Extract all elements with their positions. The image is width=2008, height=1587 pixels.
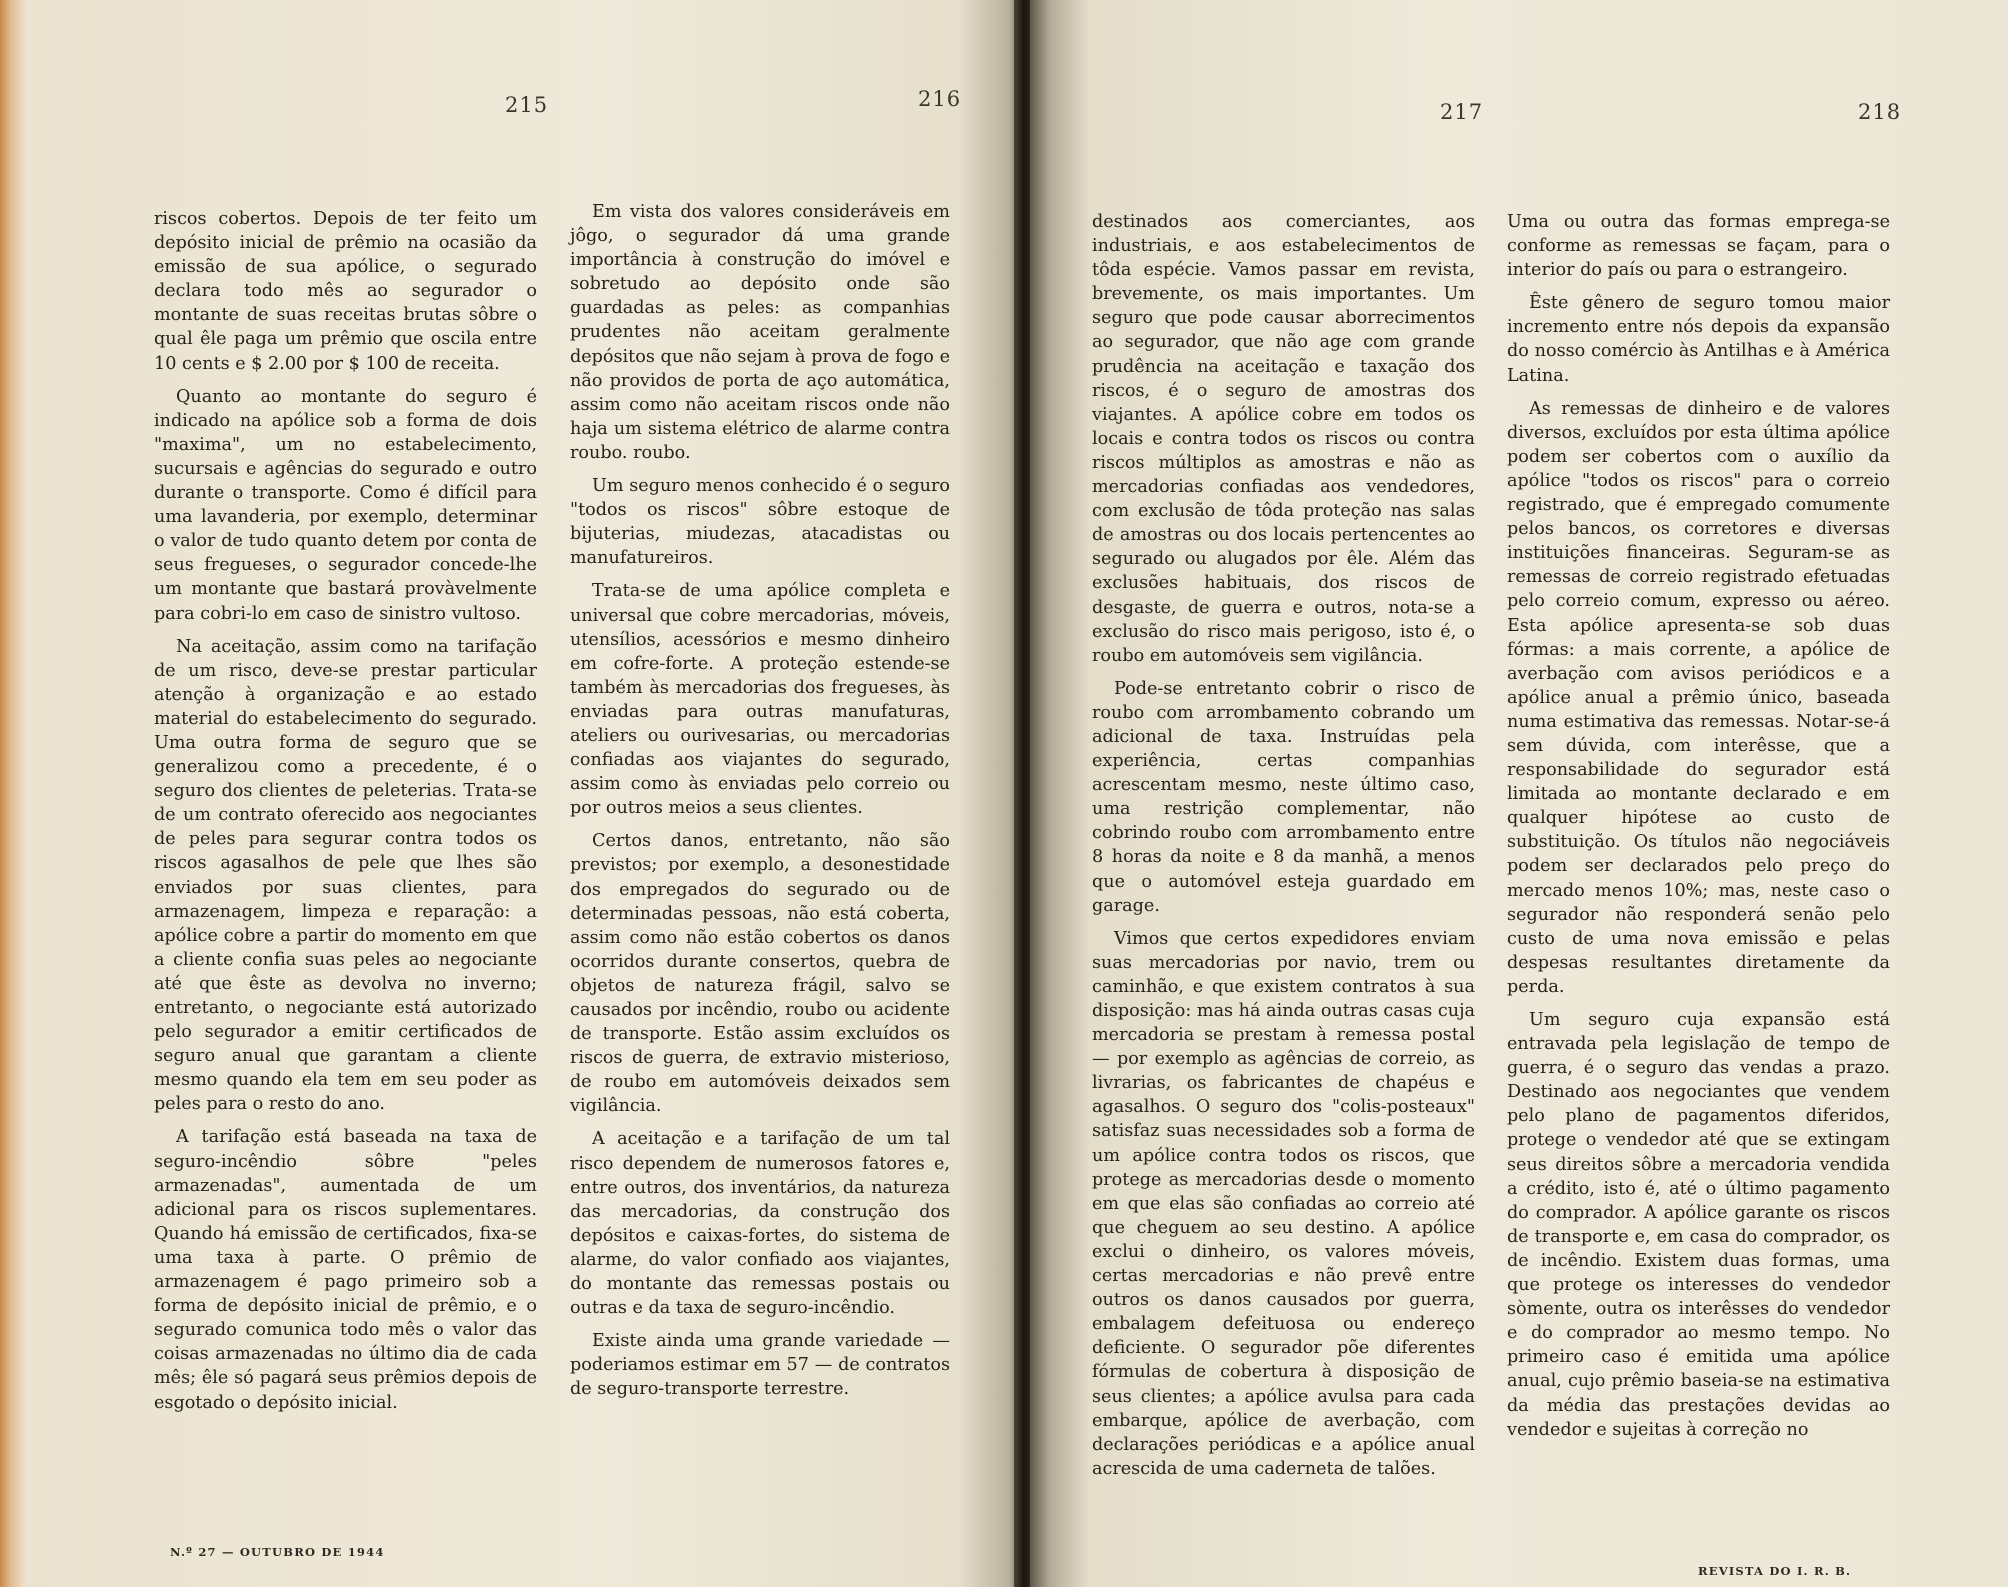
column-page-217	[1092, 210, 1475, 1481]
paragraph: Quanto ao montante do seguro é indicado na apólice sob a forma de dois "maxima", um no estabelecimento, sucursais e agências do segurado e outro durante o transporte. Como é difícil para uma lavanderia, por exemplo, determinar o valor de tudo quanto detem por conta de seus fregueses, o segurador concede-lhe um montante que bastará provàvelmente para cobri-lo em caso de sinistro vultoso.	[154, 386, 537, 624]
paragraph: As remessas de dinheiro e de valores diversos, excluídos por esta última apólice podem ser cobertos com o auxílio da apólice "todos os riscos" para o correio registrado, que é empregado comumente pelos bancos, os corretores e diversas instituições financeiras. Seguram-se as remessas de correio registrado efetuadas pelo correio comum, expresso ou aéreo. Esta apólice apresenta-se sob duas fórmas: a mais corrente, a apólice de averbação com avisos periódicos e a apólice anual a prêmio único, baseada numa estimativa das remessas. Notar-se-á sem dúvida, com interêsse, que a responsabilidade do segurador está limitada ao montante declarado e em qualquer hipótese ao custo de substituição. Os títulos não negociáveis podem ser declarados pelo preço do mercado menos 10%; mas, neste caso o segurador não responderá senão pelo custo de uma nova emissão e pelas despesas resultantes diretamente da perda.	[1507, 398, 1890, 997]
page-number-218: 218	[1858, 100, 1902, 124]
paragraph: Trata-se de uma apólice completa e universal que cobre mercadorias, móveis, utensílios, acessórios e mesmo dinheiro em cofre-forte. A proteção estende-se também às mercadorias dos fregueses, às enviadas para outras manufaturas, ateliers ou ourivesarias, ou mercadorias confiadas aos viajantes do segurado, assim como às enviadas pelo correio ou por outros meios a seus clientes.	[570, 581, 950, 819]
paragraph: Certos danos, entretanto, não são previstos; por exemplo, a desonestidade dos empregados do segurado ou de determinadas pessoas, não está coberta, assim como não estão cobertos os danos ocorridos durante consertos, quebra de objetos de natureza frágil, salvo se causados por incêndio, roubo ou acidente de transporte. Estão assim excluídos os riscos de guerra, de extravio misterioso, de roubo em automóveis deixados sem vigilância.	[570, 831, 950, 1117]
paragraph: Uma ou outra das formas emprega-se conforme as remessas se façam, para o interior do país ou para o estrangeiro.	[1507, 212, 1890, 281]
paragraph: Existe ainda uma grande variedade — poderiamos estimar em 57 — de contratos de seguro-transporte terrestre.	[570, 1331, 950, 1400]
paragraph: Vimos que certos expedidores enviam suas mercadorias por navio, trem ou caminhão, e que existem contratos à sua disposição: mas há ainda outras casas cuja mercadoria se prestam à remessa postal — por exemplo as agências de correio, as livrarias, os fabricantes de chapéus e agasalhos. O seguro dos "colis-posteaux" satisfaz suas necessidades sob a forma de um apólice contra todos os riscos, que protege as mercadorias desde o momento em que elas são confiadas ao correio até que cheguem ao seu destino. A apólice exclui o dinheiro, os valores móveis, certas mercadorias e não prevê entre outros os danos causados por guerra, embalagem defeituosa ou endereço deficiente. O segurador põe diferentes fórmulas de cobertura à disposição de seus clientes; a apólice avulsa para cada embarque, apólice de averbação, com declarações periódicas e a apólice anual acrescida de uma caderneta de talões.	[1092, 928, 1476, 1479]
footer-issue: N.º 27 — OUTUBRO DE 1944	[170, 1545, 385, 1559]
right-page	[1030, 0, 2008, 1587]
paragraph: Em vista dos valores consideráveis em jôgo, o segurador dá uma grande importância à construção do imóvel e sobretudo ao depósito onde são guardadas as peles: as companhias prudentes não aceitam geralmente depósitos que não sejam à prova de fogo e não providos de porta de aço automática, assim como não aceitam riscos onde não haja um sistema elétrico de alarme contra roubo. roubo.	[570, 202, 950, 463]
paragraph: Êste gênero de seguro tomou maior incremento entre nós depois da expansão do nosso comércio às Antilhas e à América Latina.	[1507, 293, 1890, 386]
footer-journal: REVISTA DO I. R. B.	[1698, 1564, 1852, 1578]
paragraph: Pode-se entretanto cobrir o risco de roubo com arrombamento cobrando um adicional de taxa. Instruídas pela experiência, certas companhias acrescentam mesmo, neste último caso, uma restrição complementar, não cobrindo roubo com arrombamento entre 8 horas da noite e 8 da manhã, a menos que o automóvel esteja guardado em garage.	[1092, 678, 1475, 916]
page-number-217: 217	[1440, 100, 1484, 124]
column-page-216	[570, 200, 950, 1402]
column-page-215	[154, 207, 537, 1415]
page-number-215: 215	[505, 93, 549, 117]
paragraph: Um seguro cuja expansão está entravada pela legislação de tempo de guerra, é o seguro das vendas a prazo. Destinado aos negociantes que vendem pelo plano de pagamentos diferidos, protege o vendedor até que se extingam seus direitos sôbre a mercadoria vendida a crédito, isto é, até o último pagamento do comprador. A apólice garante os riscos de transporte e, em casa do comprador, os de incêndio. Existem duas formas, uma que protege os interesses do vendedor sòmente, outra os interêsses do vendedor e do comprador ao mesmo tempo. No primeiro caso é emitida uma apólice anual, cujo prêmio baseia-se na estimativa da média das prestações devidas ao vendedor e sujeitas à correção no	[1507, 1010, 1890, 1440]
page-number-216: 216	[918, 87, 962, 111]
paragraph: Na aceitação, assim como na tarifação de um risco, deve-se prestar particular atenção à organização e ao estado material do estabelecimento do segurado. Uma outra forma de seguro que se generalizou como a precedente, é o seguro dos clientes de peleterias. Trata-se de um contrato oferecido aos negociantes de peles para segurar contra todos os riscos agasalhos de pele que lhes são enviados por suas clientes, para armazenagem, limpeza e reparação: a apólice cobre a partir do momento em que a cliente confia suas peles ao negociante até que êste as devolva no inverno; entretanto, o negociante está autorizado pelo segurador a emitir certificados de seguro anual que garantam a cliente mesmo quando ela tem em seu poder as peles para o resto do ano.	[154, 636, 537, 1115]
paragraph: destinados aos comerciantes, aos industriais, e aos estabelecimentos de tôda espécie. Vamos passar em revista, brevemente, os mais importantes. Um seguro que pode causar aborrecimentos ao segurador, que não age com grande prudência na aceitação e taxação dos riscos, é o seguro de amostras dos viajantes. A apólice cobre em todos os locais e contra todos os riscos ou contra riscos múltiplos as amostras e não as mercadorias confiadas aos vendedores, com exclusão de tôda proteção nas salas de amostras ou dos locais pertencentes ao segurado ou alugados por êle. Além das exclusões habituais, dos riscos de desgaste, de guerra e outros, nota-se a exclusão do risco mais perigoso, isto é, o roubo em automóveis sem vigilância.	[1092, 212, 1475, 666]
paragraph: riscos cobertos. Depois de ter feito um depósito inicial de prêmio na ocasião da emissão de sua apólice, o segurado declara todo mês ao segurador o montante de suas receitas brutas sôbre o qual êle paga um prêmio que oscila entre 10 cents e $ 2.00 por $ 100 de receita.	[154, 209, 537, 374]
paragraph: A aceitação e a tarifação de um tal risco dependem de numerosos fatores e, entre outros, dos inventários, da natureza das mercadorias, da construção dos depósitos e caixas-fortes, do sistema de alarme, do valor confiado aos viajantes, do montante das remessas postais ou outras e da taxa de seguro-incêndio.	[570, 1129, 950, 1319]
paragraph: A tarifação está baseada na taxa de seguro-incêndio sôbre "peles armazenadas", aumentada de um adicional para os riscos suplementares. Quando há emissão de certificados, fixa-se uma taxa à parte. O prêmio de armazenagem é pago primeiro sob a forma de depósito inicial de prêmio, e o segurado comunica todo mês o valor das coisas armazenadas no último dia de cada mês; êle só pagará seus prêmios depois de esgotado o depósito inicial.	[154, 1127, 537, 1413]
paragraph: Um seguro menos conhecido é o seguro "todos os riscos" sôbre estoque de bijuterias, miudezas, atacadistas ou manufatureiros.	[570, 476, 950, 569]
column-page-218	[1507, 210, 1890, 1442]
